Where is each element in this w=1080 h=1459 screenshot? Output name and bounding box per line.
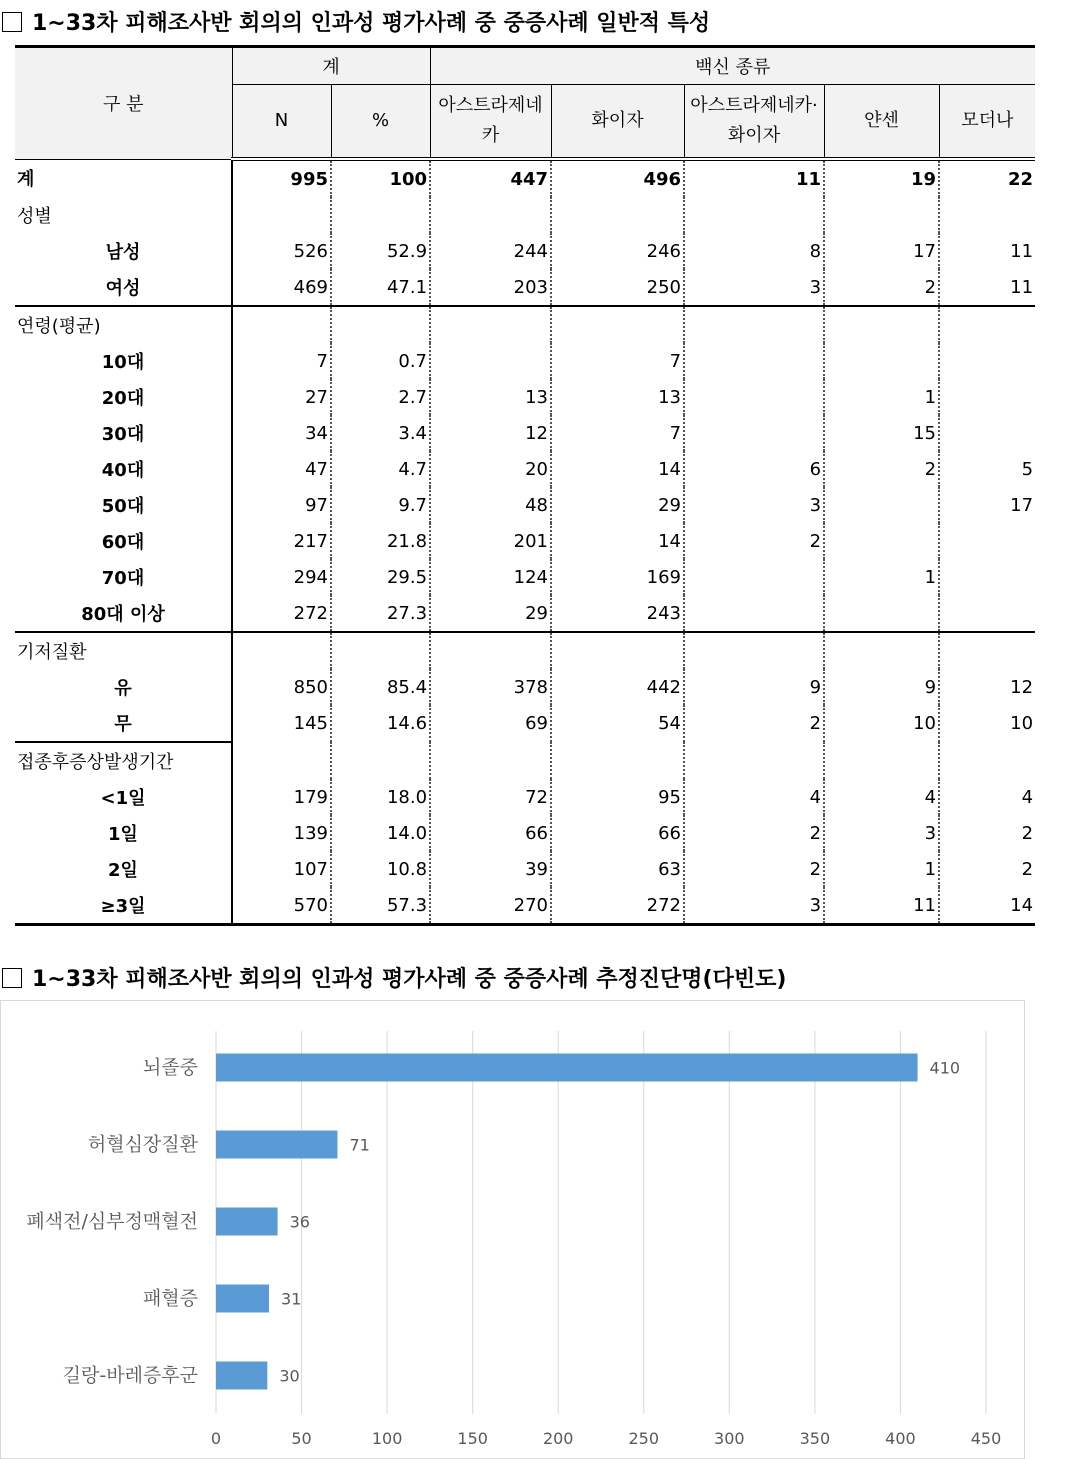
table-cell: 1 bbox=[824, 379, 939, 415]
table-cell: 3 bbox=[684, 887, 824, 925]
table-cell bbox=[331, 742, 430, 779]
table-cell: 995 bbox=[232, 159, 331, 197]
table-cell: 7 bbox=[232, 343, 331, 379]
table-cell: 85.4 bbox=[331, 669, 430, 705]
table-cell bbox=[824, 523, 939, 559]
category-label: 패혈증 bbox=[142, 1287, 198, 1310]
table-cell: 244 bbox=[430, 233, 551, 269]
table-cell bbox=[430, 742, 551, 779]
table-cell: 107 bbox=[232, 851, 331, 887]
table-cell: 20 bbox=[430, 451, 551, 487]
table-cell: 27.3 bbox=[331, 595, 430, 632]
table-row bbox=[15, 523, 1035, 559]
section-title-text: 1~33차 피해조사반 회의의 인과성 평가사례 중 중증사례 추정진단명(다빈도) bbox=[32, 967, 787, 992]
table-cell bbox=[551, 197, 684, 233]
section-title-diagnoses bbox=[2, 962, 786, 993]
table-cell: 3 bbox=[684, 269, 824, 306]
table-cell: 95 bbox=[551, 779, 684, 815]
table-cell: 4 bbox=[684, 779, 824, 815]
table-cell bbox=[331, 632, 430, 669]
table-cell: 246 bbox=[551, 233, 684, 269]
table-row bbox=[15, 705, 1035, 742]
header-vaccine-moderna: 모더나 bbox=[939, 85, 1035, 160]
table-row bbox=[15, 779, 1035, 815]
table-cell bbox=[939, 415, 1035, 451]
table-cell: 378 bbox=[430, 669, 551, 705]
category-label: 뇌졸중 bbox=[142, 1056, 198, 1079]
row-label: 남성 bbox=[15, 233, 232, 269]
table-cell: 34 bbox=[232, 415, 331, 451]
table-cell: 250 bbox=[551, 269, 684, 306]
table-cell: 850 bbox=[232, 669, 331, 705]
row-label: 60대 bbox=[15, 523, 232, 559]
table-cell: 17 bbox=[824, 233, 939, 269]
table-cell: 217 bbox=[232, 523, 331, 559]
table-row bbox=[15, 669, 1035, 705]
row-label: 1일 bbox=[15, 815, 232, 851]
bar bbox=[216, 1285, 269, 1313]
table-cell: 54 bbox=[551, 705, 684, 742]
table-cell: 52.9 bbox=[331, 233, 430, 269]
x-tick-label: 200 bbox=[542, 1429, 574, 1448]
category-label: 폐색전/심부정맥혈전 bbox=[26, 1210, 198, 1233]
table-cell bbox=[684, 415, 824, 451]
table-cell: 14.6 bbox=[331, 705, 430, 742]
table-cell: 29 bbox=[551, 487, 684, 523]
table-cell: 63 bbox=[551, 851, 684, 887]
table-cell: 2 bbox=[684, 851, 824, 887]
table-cell: 2 bbox=[1021, 858, 1034, 880]
table-cell bbox=[824, 343, 939, 379]
table-cell bbox=[939, 595, 1035, 632]
row-label: 20대 bbox=[15, 379, 232, 415]
table-cell: 7 bbox=[551, 343, 684, 379]
table-cell: 11 bbox=[684, 159, 824, 197]
table-cell: 66 bbox=[551, 815, 684, 851]
row-label: ≥3일 bbox=[15, 887, 232, 925]
table-cell: 21.8 bbox=[331, 523, 430, 559]
section-title-characteristics bbox=[2, 6, 710, 37]
row-label: 2일 bbox=[15, 851, 232, 887]
table-cell: 145 bbox=[232, 705, 331, 742]
table-row bbox=[15, 815, 1035, 851]
table-cell: 15 bbox=[824, 415, 939, 451]
header-vaccine-janssen: 얀센 bbox=[824, 85, 939, 160]
table-cell: 124 bbox=[430, 559, 551, 595]
table-cell: 3 bbox=[684, 487, 824, 523]
table-row bbox=[15, 487, 1035, 523]
table-cell: 2 bbox=[1021, 822, 1034, 844]
table-cell: 47 bbox=[232, 451, 331, 487]
table-cell bbox=[232, 197, 331, 233]
table-cell: 6 bbox=[684, 451, 824, 487]
section-title-text: 1~33차 피해조사반 회의의 인과성 평가사례 중 중증사례 일반적 특성 bbox=[32, 11, 711, 36]
table-cell: 270 bbox=[430, 887, 551, 925]
table-cell: 201 bbox=[430, 523, 551, 559]
table-cell: 10 bbox=[824, 705, 939, 742]
row-label: 연령(평균) bbox=[15, 306, 232, 343]
table-cell: 2.7 bbox=[331, 379, 430, 415]
x-tick-label: 0 bbox=[210, 1429, 222, 1448]
table-row bbox=[15, 595, 1035, 632]
table-cell: 469 bbox=[232, 269, 331, 306]
table-cell: 10 bbox=[1010, 713, 1034, 734]
table-cell bbox=[939, 306, 1035, 343]
row-label: 접종후증상발생기간 bbox=[15, 742, 232, 779]
table-cell: 243 bbox=[551, 595, 684, 632]
row-label: 기저질환 bbox=[15, 632, 232, 669]
table-row bbox=[15, 851, 1035, 887]
table-cell: 139 bbox=[232, 815, 331, 851]
table-cell bbox=[824, 487, 939, 523]
checkbox-square-icon bbox=[2, 12, 22, 32]
table-cell bbox=[684, 306, 824, 343]
table-cell: 2 bbox=[684, 523, 824, 559]
row-label: 70대 bbox=[15, 559, 232, 595]
table-cell: 22 bbox=[1007, 168, 1034, 190]
data-label: 30 bbox=[279, 1366, 300, 1386]
checkbox-square-icon bbox=[2, 968, 22, 988]
table-cell: 29.5 bbox=[331, 559, 430, 595]
table-cell: 18.0 bbox=[331, 779, 430, 815]
table-cell: 570 bbox=[232, 887, 331, 925]
x-tick-label: 350 bbox=[799, 1429, 831, 1448]
table-cell: 100 bbox=[331, 159, 430, 197]
table-cell: 11 bbox=[824, 887, 939, 925]
table-cell: 66 bbox=[430, 815, 551, 851]
table-cell: 2 bbox=[684, 815, 824, 851]
table-cell bbox=[684, 595, 824, 632]
table-cell: 14 bbox=[551, 523, 684, 559]
row-label: 50대 bbox=[15, 487, 232, 523]
table-cell: 11 bbox=[1010, 240, 1034, 262]
table-row bbox=[15, 306, 1035, 343]
header-vaccine-group: 백신 종류 bbox=[430, 47, 1035, 85]
x-tick-label: 150 bbox=[457, 1429, 488, 1448]
characteristics-table bbox=[15, 45, 1035, 926]
table-cell: 3 bbox=[824, 815, 939, 851]
table-row bbox=[15, 379, 1035, 415]
table-cell bbox=[939, 742, 1035, 779]
row-label: 40대 bbox=[15, 451, 232, 487]
row-label: 성별 bbox=[15, 197, 232, 233]
table-cell: 0.7 bbox=[331, 343, 430, 379]
table-cell bbox=[551, 632, 684, 669]
table-cell bbox=[684, 559, 824, 595]
table-cell bbox=[430, 306, 551, 343]
header-total-group: 계 bbox=[232, 47, 430, 85]
table-cell bbox=[232, 306, 331, 343]
table-cell bbox=[939, 379, 1035, 415]
table-cell: 14 bbox=[551, 451, 684, 487]
data-label: 410 bbox=[929, 1058, 961, 1078]
table-cell bbox=[684, 742, 824, 779]
table-cell: 2 bbox=[824, 451, 939, 487]
table-cell bbox=[331, 197, 430, 233]
table-row bbox=[15, 559, 1035, 595]
table-cell: 1 bbox=[824, 559, 939, 595]
table-cell: 39 bbox=[430, 851, 551, 887]
table-row bbox=[15, 887, 1035, 925]
header-n: N bbox=[232, 85, 331, 160]
row-label: 10대 bbox=[15, 343, 232, 379]
table-cell: 27 bbox=[232, 379, 331, 415]
chart-svg bbox=[1, 1001, 1024, 1458]
table-cell: 4 bbox=[824, 779, 939, 815]
table-row bbox=[15, 632, 1035, 669]
row-label: 30대 bbox=[15, 415, 232, 451]
table-row bbox=[15, 233, 1035, 269]
bar bbox=[216, 1054, 918, 1082]
table-cell: 97 bbox=[232, 487, 331, 523]
table-cell bbox=[551, 742, 684, 779]
bar bbox=[216, 1362, 267, 1390]
header-vaccine-pfizer: 화이자 bbox=[551, 85, 684, 160]
table-cell: 169 bbox=[551, 559, 684, 595]
table-cell: 9 bbox=[824, 669, 939, 705]
header-vaccine-az-pfizer: 아스트라제네카·화이자 bbox=[684, 85, 824, 160]
table-row bbox=[15, 269, 1035, 306]
table-cell bbox=[430, 343, 551, 379]
diagnosis-bar-chart bbox=[0, 1000, 1025, 1459]
table-cell bbox=[684, 632, 824, 669]
table-cell bbox=[824, 632, 939, 669]
header-vaccine-astrazeneca: 아스트라제네카 bbox=[430, 85, 551, 160]
table-cell: 2 bbox=[684, 705, 824, 742]
header-pct: % bbox=[331, 85, 430, 160]
x-tick-label: 250 bbox=[628, 1429, 660, 1448]
table-cell bbox=[824, 197, 939, 233]
table-cell: 17 bbox=[1010, 494, 1034, 516]
row-label: <1일 bbox=[15, 779, 232, 815]
table-cell: 294 bbox=[232, 559, 331, 595]
row-label: 유 bbox=[15, 669, 232, 705]
header-category: 구 분 bbox=[15, 47, 232, 160]
table-cell bbox=[684, 343, 824, 379]
table-cell: 19 bbox=[824, 159, 939, 197]
category-label: 길랑-바레증후군 bbox=[62, 1364, 198, 1387]
table-cell: 3.4 bbox=[331, 415, 430, 451]
table-cell: 447 bbox=[430, 159, 551, 197]
table-cell: 69 bbox=[430, 705, 551, 742]
table-cell: 5 bbox=[1021, 458, 1034, 480]
table-cell: 12 bbox=[1010, 676, 1034, 698]
table-row bbox=[15, 415, 1035, 451]
table-cell: 14 bbox=[939, 887, 1035, 925]
table-cell bbox=[939, 523, 1035, 559]
table-cell: 526 bbox=[232, 233, 331, 269]
bar bbox=[216, 1131, 337, 1159]
table-row bbox=[15, 451, 1035, 487]
table-cell: 9.7 bbox=[331, 487, 430, 523]
table-cell bbox=[331, 306, 430, 343]
data-label: 36 bbox=[289, 1212, 310, 1232]
table-cell: 4 bbox=[1021, 786, 1034, 808]
row-label: 무 bbox=[15, 705, 232, 742]
table-cell: 47.1 bbox=[331, 269, 430, 306]
table-cell: 48 bbox=[430, 487, 551, 523]
table-cell: 14.0 bbox=[331, 815, 430, 851]
table-cell: 12 bbox=[430, 415, 551, 451]
table-cell bbox=[824, 742, 939, 779]
table-cell bbox=[684, 197, 824, 233]
table-cell bbox=[232, 742, 331, 779]
table-cell: 179 bbox=[232, 779, 331, 815]
table-cell bbox=[430, 632, 551, 669]
table-cell: 13 bbox=[551, 379, 684, 415]
table-cell: 1 bbox=[824, 851, 939, 887]
table-cell bbox=[939, 197, 1035, 233]
table-cell: 8 bbox=[684, 233, 824, 269]
x-tick-label: 50 bbox=[291, 1429, 312, 1448]
table-cell: 203 bbox=[430, 269, 551, 306]
table-row bbox=[15, 343, 1035, 379]
table-row bbox=[15, 159, 1035, 197]
table-row bbox=[15, 197, 1035, 233]
table-cell: 4.7 bbox=[331, 451, 430, 487]
table-cell: 496 bbox=[551, 159, 684, 197]
row-label: 계 bbox=[15, 159, 232, 197]
table-row bbox=[15, 742, 1035, 779]
category-label: 허혈심장질환 bbox=[87, 1133, 198, 1156]
table-cell bbox=[430, 197, 551, 233]
bar bbox=[216, 1208, 278, 1236]
x-tick-label: 100 bbox=[371, 1429, 403, 1448]
table-cell: 13 bbox=[430, 379, 551, 415]
table-cell bbox=[551, 306, 684, 343]
table-cell: 10.8 bbox=[331, 851, 430, 887]
table-cell: 72 bbox=[430, 779, 551, 815]
x-tick-label: 300 bbox=[714, 1429, 745, 1448]
table-cell: 7 bbox=[551, 415, 684, 451]
table-cell bbox=[824, 595, 939, 632]
table-cell: 442 bbox=[551, 669, 684, 705]
x-tick-label: 400 bbox=[885, 1429, 916, 1448]
table-cell bbox=[939, 343, 1035, 379]
table-cell bbox=[824, 306, 939, 343]
row-label: 여성 bbox=[15, 269, 232, 306]
table-cell: 57.3 bbox=[331, 887, 430, 925]
table-cell: 9 bbox=[684, 669, 824, 705]
table-cell: 2 bbox=[824, 269, 939, 306]
table-cell: 272 bbox=[232, 595, 331, 632]
data-label: 71 bbox=[349, 1135, 370, 1155]
data-label: 31 bbox=[281, 1289, 302, 1309]
table-cell: 11 bbox=[939, 269, 1035, 306]
table-cell bbox=[939, 559, 1035, 595]
table-cell: 29 bbox=[430, 595, 551, 632]
table-cell: 272 bbox=[551, 887, 684, 925]
table-cell bbox=[232, 632, 331, 669]
table-cell bbox=[939, 632, 1035, 669]
x-tick-label: 450 bbox=[970, 1429, 1002, 1448]
table-cell bbox=[684, 379, 824, 415]
row-label: 80대 이상 bbox=[15, 595, 232, 632]
